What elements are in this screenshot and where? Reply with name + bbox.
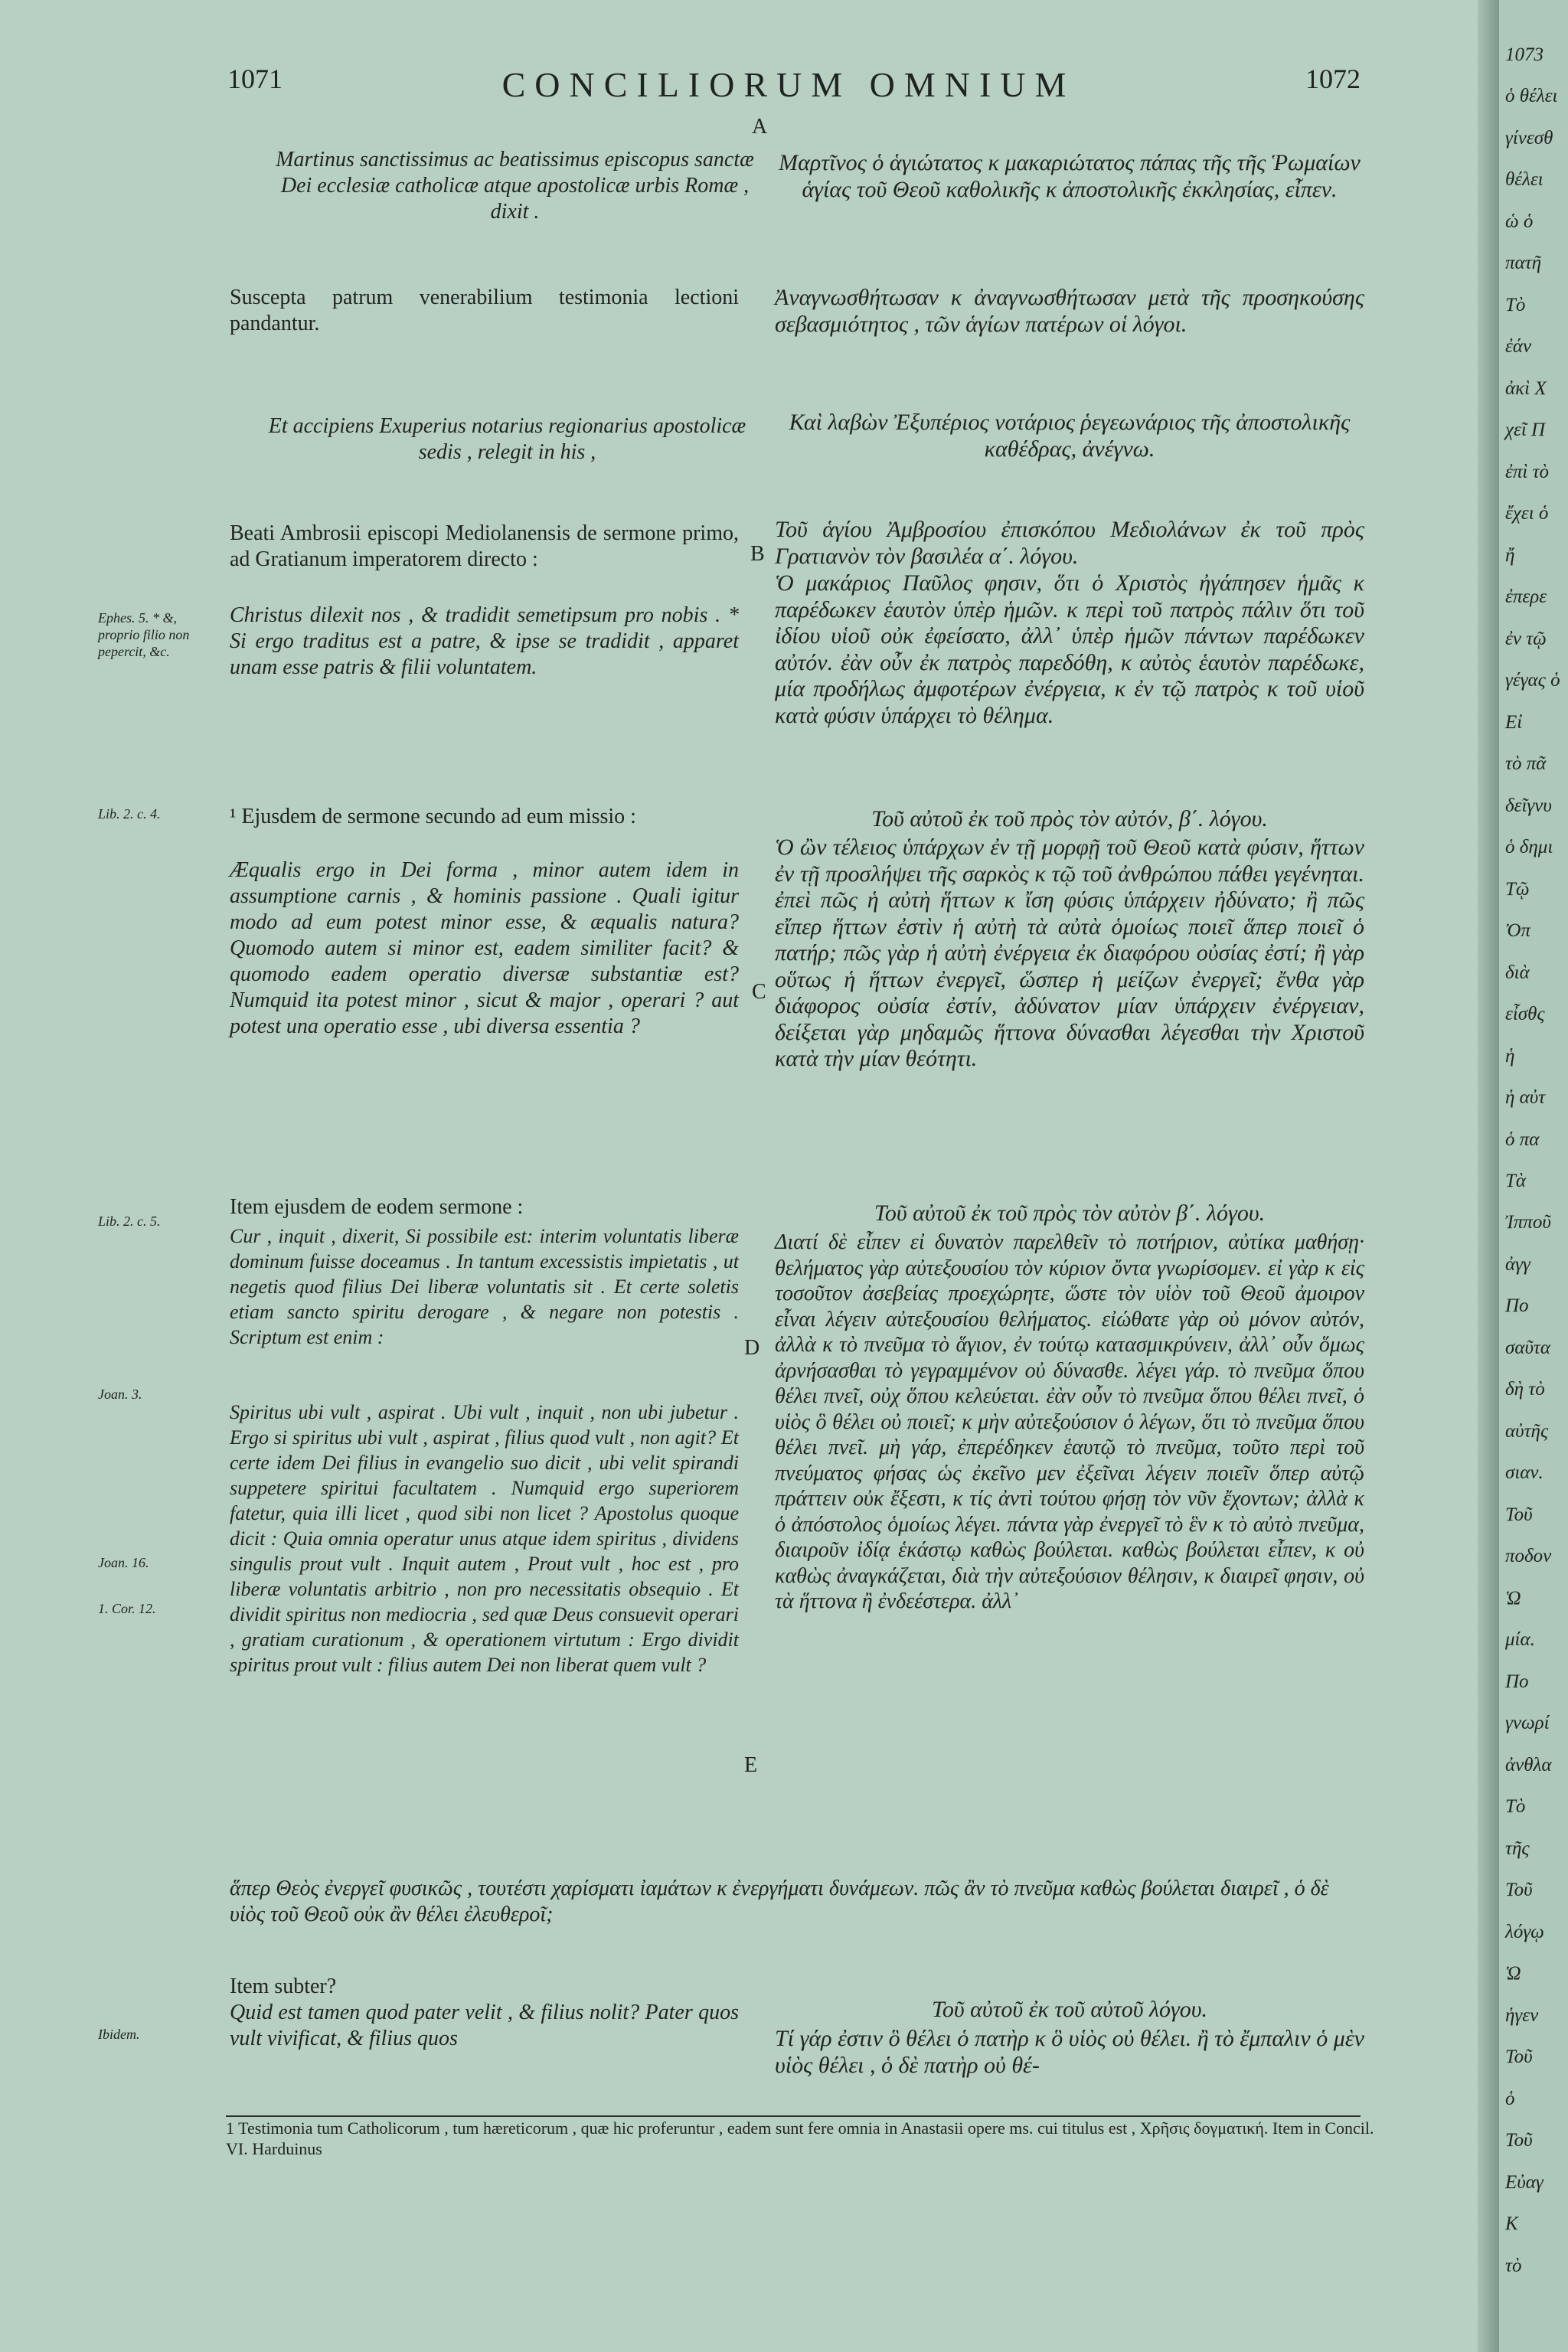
adjacent-page-fragment: ἀγγ (1505, 1253, 1530, 1275)
greek-c-heading: Τοῦ αὐτοῦ ἐκ τοῦ πρὸς τὸν αὐτὸν β΄. λόγου. (874, 1200, 1266, 1226)
adjacent-page-fragment: Τοῦ (1505, 2047, 1533, 2068)
adjacent-page-fragment: ἐπερε (1505, 586, 1547, 608)
adjacent-page-fragment: γνωρί (1505, 1713, 1550, 1734)
margin-ref-ephes: Ephes. 5. * &, proprio filio non pepercit, &c. (98, 610, 190, 659)
adjacent-page-fragment: πατῆ (1505, 253, 1541, 274)
margin-ref-cor-12: 1. Cor. 12. (98, 1601, 156, 1616)
greek-labon: Καὶ λαβὼν Ἐξυπέριος νοτάριος ῥεγεωνάριος τῆς ἀποστολικῆς καθέδρας, ἀνέγνω. (789, 410, 1351, 462)
adjacent-page-fragment: σιαν. (1505, 1462, 1544, 1484)
adjacent-page-fragment: Εὐαγ (1505, 2171, 1544, 2193)
adjacent-page-fragment: Τὸ (1505, 294, 1526, 315)
adjacent-page-fragment: Τοῦ (1505, 2130, 1533, 2151)
adjacent-page-fragment: Ὡ (1505, 1587, 1521, 1609)
section-letter-d: D (744, 1336, 760, 1360)
latin-accipiens: Et accipiens Exuperius notarius regionarius apostolicæ sedis , relegit in his , (268, 414, 746, 464)
adjacent-page-fragment: Τῷ (1505, 878, 1530, 900)
adjacent-page-fragment: εἶσθς (1505, 1004, 1545, 1025)
greek-b-heading: Τοῦ αὐτοῦ ἐκ τοῦ πρὸς τὸν αὐτόν, β΄. λόγου. (871, 806, 1268, 831)
adjacent-page-fragment: Ὡ (1505, 1963, 1521, 1984)
adjacent-page-fragment: Ὀπ (1505, 920, 1531, 942)
footnote-rule (226, 2115, 1361, 2117)
adjacent-page-fragment: ἔχει ὁ (1505, 503, 1549, 524)
adjacent-page-fragment: ὁ θέλει (1505, 86, 1558, 107)
adjacent-page-fragment: Τὸ (1505, 1796, 1526, 1818)
adjacent-page-fragment: ὁ δημι (1505, 837, 1553, 858)
latin-item-quote-1: Cur , inquit , dixerit, Si possibile est: interim voluntatis liberæ dominum fuisse doceamus . In tantum excessistis impietatis , ut negetis quod filius Dei liberæ voluntatis sit . Et certe soletis etiam sancto spiritu derogare , & negare non potestis . Scriptum est enim : (230, 1225, 739, 1348)
adjacent-page-fragment: μία. (1505, 1629, 1535, 1651)
adjacent-page-fragment: ἡγεν (1505, 2004, 1539, 2026)
adjacent-page-fragment: Κ (1505, 2213, 1518, 2235)
adjacent-page-fragment: γέγας ὁ (1505, 670, 1560, 691)
section-letter-a: A (752, 115, 768, 139)
greek-ambrosiou-heading: Τοῦ ἁγίου Ἀμβροσίου ἐπισκόπου Μεδιολάνων ἐκ τοῦ πρὸς Γρατιανὸν τὸν βασιλέα α΄. λόγου. (775, 517, 1364, 569)
adjacent-page-fragment: δεῖγνυ (1505, 795, 1552, 816)
adjacent-page-fragment: θέλει (1505, 169, 1544, 191)
adjacent-page-fragment: ἡ αὐτ (1505, 1087, 1546, 1109)
adjacent-page-fragment: Πο (1505, 1671, 1529, 1692)
adjacent-page-fragment: ὁ πα (1505, 1129, 1540, 1150)
margin-ref-lib-2-4: Lib. 2. c. 4. (98, 806, 161, 822)
latin-susceptum: Suscepta patrum venerabilium testimonia lectioni pandantur. (230, 286, 739, 335)
latin-ejusdem-quote: Æqualis ergo in Dei forma , minor autem idem in assumptione carnis , & hominis passione . Quali igitur modo ad eum potest minor esse, & æqualis natura? Quomodo autem si minor est, eadem similiter facit? & quomodo eadem operatio diversæ substantiæ est? Numquid ita potest minor , sicut & major , operari ? aut potest una operatio esse , ubi diversa essentia ? (230, 858, 739, 1038)
adjacent-page-fragment: λόγῳ (1505, 1921, 1544, 1942)
margin-ref-ibidem: Ibidem. (98, 2027, 140, 2042)
adjacent-page-fragment: ἡ (1505, 1045, 1515, 1067)
footnote: 1 Testimonia tum Catholicorum , tum hæreticorum , quæ hic proferuntur , eadem sunt fere omnia in Anastasii opere ms. cui titulus est , Χρῆσις δογματική. Item in Concil. VI. Harduinus (226, 2118, 1374, 2158)
greek-spill-line: ἅπερ Θεὸς ἐνεργεῖ φυσικῶς , τουτέστι χαρίσματι ἰαμάτων κ ἐνεργήματι δυνάμεων. πῶς ἂν τὸ πνεῦμα καθὼς βούλεται διαιρεῖ , ὁ δὲ υἱὸς τοῦ Θεοῦ οὐκ ἂν θέλει ἐλευθεροῖ; (230, 1877, 1329, 1926)
adjacent-page-fragment: γίνεσθ (1505, 127, 1553, 149)
margin-ref-joan-16: Joan. 16. (98, 1555, 149, 1570)
greek-d-heading: Τοῦ αὐτοῦ ἐκ τοῦ αὐτοῦ λόγου. (931, 1997, 1208, 2022)
latin-intro: Martinus sanctissimus ac beatissimus episcopus sanctæ Dei ecclesiæ catholicæ atque apostolicæ urbis Romæ , dixit . (276, 148, 754, 224)
section-letter-c: C (752, 980, 766, 1004)
latin-ambrosius-quote: Christus dilexit nos , & tradidit semetipsum pro nobis . * Si ergo traditus est a patre, & ipse se tradidit , apparet unam esse patris & filii voluntatem. (230, 603, 739, 679)
adjacent-page-fragment: ἀκὶ Χ (1505, 377, 1547, 399)
adjacent-page-fragment: αὐτῆς (1505, 1420, 1549, 1442)
greek-d-text: Τί γάρ ἐστιν ὃ θέλει ὁ πατὴρ κ ὃ υἱὸς οὐ θέλει. ἢ τὸ ἔμπαλιν ὁ μὲν υἱὸς θέλει , ὁ δὲ πατὴρ οὐ θέ- (775, 2026, 1364, 2078)
latin-item-heading: Item ejusdem de eodem sermone : (230, 1195, 524, 1219)
adjacent-page-fragment: ἤ (1505, 544, 1515, 566)
adjacent-page-fragment: δὴ τὸ (1505, 1379, 1545, 1400)
page-number-left: 1071 (227, 64, 283, 94)
section-letter-e: E (744, 1753, 758, 1777)
adjacent-page-fragment: ὡ ὁ (1505, 211, 1534, 232)
adjacent-page-fragment: Τοῦ (1505, 1504, 1533, 1525)
adjacent-page-fragment: διὰ (1505, 962, 1530, 983)
greek-b-text: Ὁ ὢν τέλειος ὑπάρχων ἐν τῇ μορφῇ τοῦ Θεοῦ κατὰ φύσιν, ἥττων ἐν τῇ προσλήψει τῆς σαρκὸς κ τῷ τοῦ ἀνθρώπου πάθει γεγένηται. ἐπεὶ πῶς ἡ αὐτὴ ἥττων κ ἴση φύσις ὑπάρχειν ἠδύνατο; ἢ πῶς εἴπερ ἥττων ἐστὶν ἡ αὐτὴ τὰ αὐτὰ ὁμοίως ποιεῖ ἅπερ ποιεῖ ὁ πατήρ; πῶς γὰρ ἡ αὐτὴ ἐνέργεια ἐκ διαφόρου οὐσίας ἐστί; ἢ γὰρ οὕτως ἡ ἥττων ἐνεργεῖ, ὥσπερ ἡ μείζων ἐνεργεῖ; ἔνθα γὰρ διάφορος οὐσία ἐστίν, ἀδύνατον μίαν ὑπάρχειν ἐνέργειαν, δείξεται γὰρ μηδαμῶς ἥττονα δύνασθαι λέγεσθαι τὴν Χριστοῦ κατὰ τὴν μίαν θεότητι. (775, 835, 1364, 1071)
adjacent-page-fragment: Ἰπποῦ (1505, 1212, 1551, 1233)
margin-ref-joan-3: Joan. 3. (98, 1387, 142, 1402)
page-number-right: 1072 (1305, 64, 1361, 94)
adjacent-page-fragment: τὸ πᾶ (1505, 753, 1547, 775)
adjacent-page-fragment: 1073 (1505, 44, 1544, 65)
adjacent-page-fragment: Τὰ (1505, 1171, 1527, 1191)
adjacent-page-fragment: ὁ (1505, 2088, 1515, 2109)
adjacent-page-fragment: ἐπὶ τὸ (1505, 461, 1550, 482)
section-letter-b: B (750, 542, 765, 566)
adjacent-page-fragment: Τοῦ (1505, 1880, 1533, 1901)
adjacent-page-fragment: σαῦτα (1505, 1337, 1550, 1358)
gutter-shadow (1478, 0, 1499, 2352)
greek-ambrosiou-text: Ὁ μακάριος Παῦλος φησιν, ὅτι ὁ Χριστὸς ἠγάπησεν ἡμᾶς κ παρέδωκεν ἑαυτὸν ὑπὲρ ἡμῶν. κ περὶ τοῦ πατρὸς πάλιν ὅτι τοῦ ἰδίου υἱοῦ οὐκ ἐφείσατο, ἀλλ᾿ ὑπὲρ ἡμῶν πάντων παρέδωκεν αὐτόν. ἐὰν οὖν ἐκ πατρὸς παρεδόθη, κ αὐτὸς ἑαυτὸν παρέδωκε, μία προδήλως ἀμφοτέρων ἐνέργεια, κ ἐν τῷ πατρὸς κ τοῦ υἱοῦ κατὰ φύσιν ὑπάρχει τὸ θέλημα. (775, 570, 1364, 728)
latin-subter-quote: Quid est tamen quod pater velit , & filius nolit? Pater quos vult vivificat, & filius quos (230, 2001, 739, 2050)
adjacent-page-fragment: Εἰ (1505, 711, 1523, 733)
adjacent-page-fragment: ἀνθλα (1505, 1754, 1552, 1775)
adjacent-page-fragment: τὸ (1505, 2255, 1522, 2276)
adjacent-page-fragment: Πο (1505, 1295, 1529, 1317)
latin-item-quote-2: Spiritus ubi vult , aspirat . Ubi vult , inquit , non ubi jubetur . Ergo si spiritus ubi vult , aspirat , filius quod vult , non agit? Et certe idem Dei filius in evangelio suo dicit , ubi velit spirandi suppetere spiritui facultatem . Numquid ergo superiorem fatetur, quia illi licet , quod sibi non licet ? Apostolus quoque dicit : Quia omnia operatur unus atque idem spiritus , dividens singulis prout vult . Inquit autem , Prout vult , hoc est , pro liberæ voluntatis arbitrio , non pro necessitatis obsequio . Et dividit spiritus non mediocria , sed quæ Deus consuevit operari , gratiam curationum , & operationem virtutum : Ergo dividit spiritus prout vult : filius autem Dei non liberat quem vult ? (230, 1401, 739, 1676)
latin-ambrosius-heading: Beati Ambrosii episcopi Mediolanensis de sermone primo, ad Gratianum imperatorem directo : (230, 521, 739, 571)
margin-ref-lib-2-5: Lib. 2. c. 5. (98, 1214, 161, 1229)
adjacent-page-fragment: ἐάν (1505, 336, 1532, 358)
adjacent-page-fragment: χεῖ Π (1505, 420, 1546, 441)
latin-ejusdem-heading: ¹ Ejusdem de sermone secundo ad eum missio : (230, 805, 636, 828)
adjacent-page-fragment: ἐν τῷ (1505, 628, 1547, 649)
greek-intro: Μαρτῖνος ὁ ἁγιώτατος κ μακαριώτατος πάπας τῆς τῆς Ῥωμαίων ἁγίας τοῦ Θεοῦ καθολικῆς κ ἀποστολικῆς ἐκκλησίας, εἶπεν. (779, 150, 1361, 202)
running-title: CONCILIORUM OMNIUM (501, 65, 1076, 104)
greek-anagn: Ἀναγνωσθήτωσαν κ ἀναγνωσθήτωσαν μετὰ τῆς προσηκούσης σεβασμιότητος , τῶν ἁγίων πατέρων οἱ λόγοι. (775, 285, 1364, 337)
adjacent-page-fragment: ποδον (1505, 1546, 1552, 1567)
adjacent-page-fragment: τῆς (1505, 1838, 1530, 1859)
latin-subter-heading: Item subter? (230, 1975, 337, 1998)
greek-c-text: Διατί δὲ εἶπεν εἰ δυνατὸν παρελθεῖν τὸ ποτήριον, αὐτίκα μαθήσῃ· θελήματος γὰρ αὐτεξουσίου τὸν κύριον ὄντα γνωρίσομεν. εἰ γὰρ κ εἰς τοσοῦτον ἀσεβείας προεχώρητε, ὥστε τὸν υἱὸν τοῦ Θεοῦ ἀμοιρον εἶναι λέγειν αὐτεξουσίου θελήματος. εἰώθατε γὰρ οὐ μόνον αὐτόν, ἀλλὰ κ τὸ πνεῦμα τὸ ἅγιον, ἐν τούτῳ κατασμικρύνειν, ἀλλ᾿ οὖν ὅμως ἀρνήσασθαι τὸ γεγραμμένον οὐ δύνασθε. λέγει γάρ. τὸ πνεῦμα ὅπου θέλει πνεῖ, οὐχ ὅπου κελεύεται. ἐὰν οὖν τὸ πνεῦμα ὅπου θέλει πνεῖ, ὁ υἱὸς ὃ θέλει οὐ ποιεῖ; κ μὴν αὐτεξούσιον ὁ λέγων, ὅτι τὸ πνεῦμα ὅπου θέλει πνεῖ. μὴ γάρ, ἐπερέδηκεν ἑαυτῷ τὸ πνεῦμα, τοῦτο περὶ τοῦ πνεύματος φήσας ὡς ἐκεῖνο μεν ἐξεῖναι λέγειν ποιεῖν ὅπερ αὐτῷ πράττειν οὐκ ἔξεστι, κ τίς ἀντὶ τούτου φήσῃ τὸν νῦν ἔχοντων; ἀλλὰ κ ὁ ἀπόστολος ὁμοίως λέγει. πάντα γὰρ ἐνεργεῖ τὸ ἓν κ τὸ αὐτὸ πνεῦμα, διαιροῦν ἰδίᾳ ἑκάστῳ καθὼς βούλεται. καθὼς βούλεται εἶπεν, κ οὐ καθὼς ἀναγκάζεται, διὰ τὴν αὐτεξούσιον θέλησιν, κ διαιρεῖ φησιν, οὐ τὰ ἥττονα ἢ ἐνδεέστερα. ἀλλ᾿ (775, 1230, 1364, 1613)
